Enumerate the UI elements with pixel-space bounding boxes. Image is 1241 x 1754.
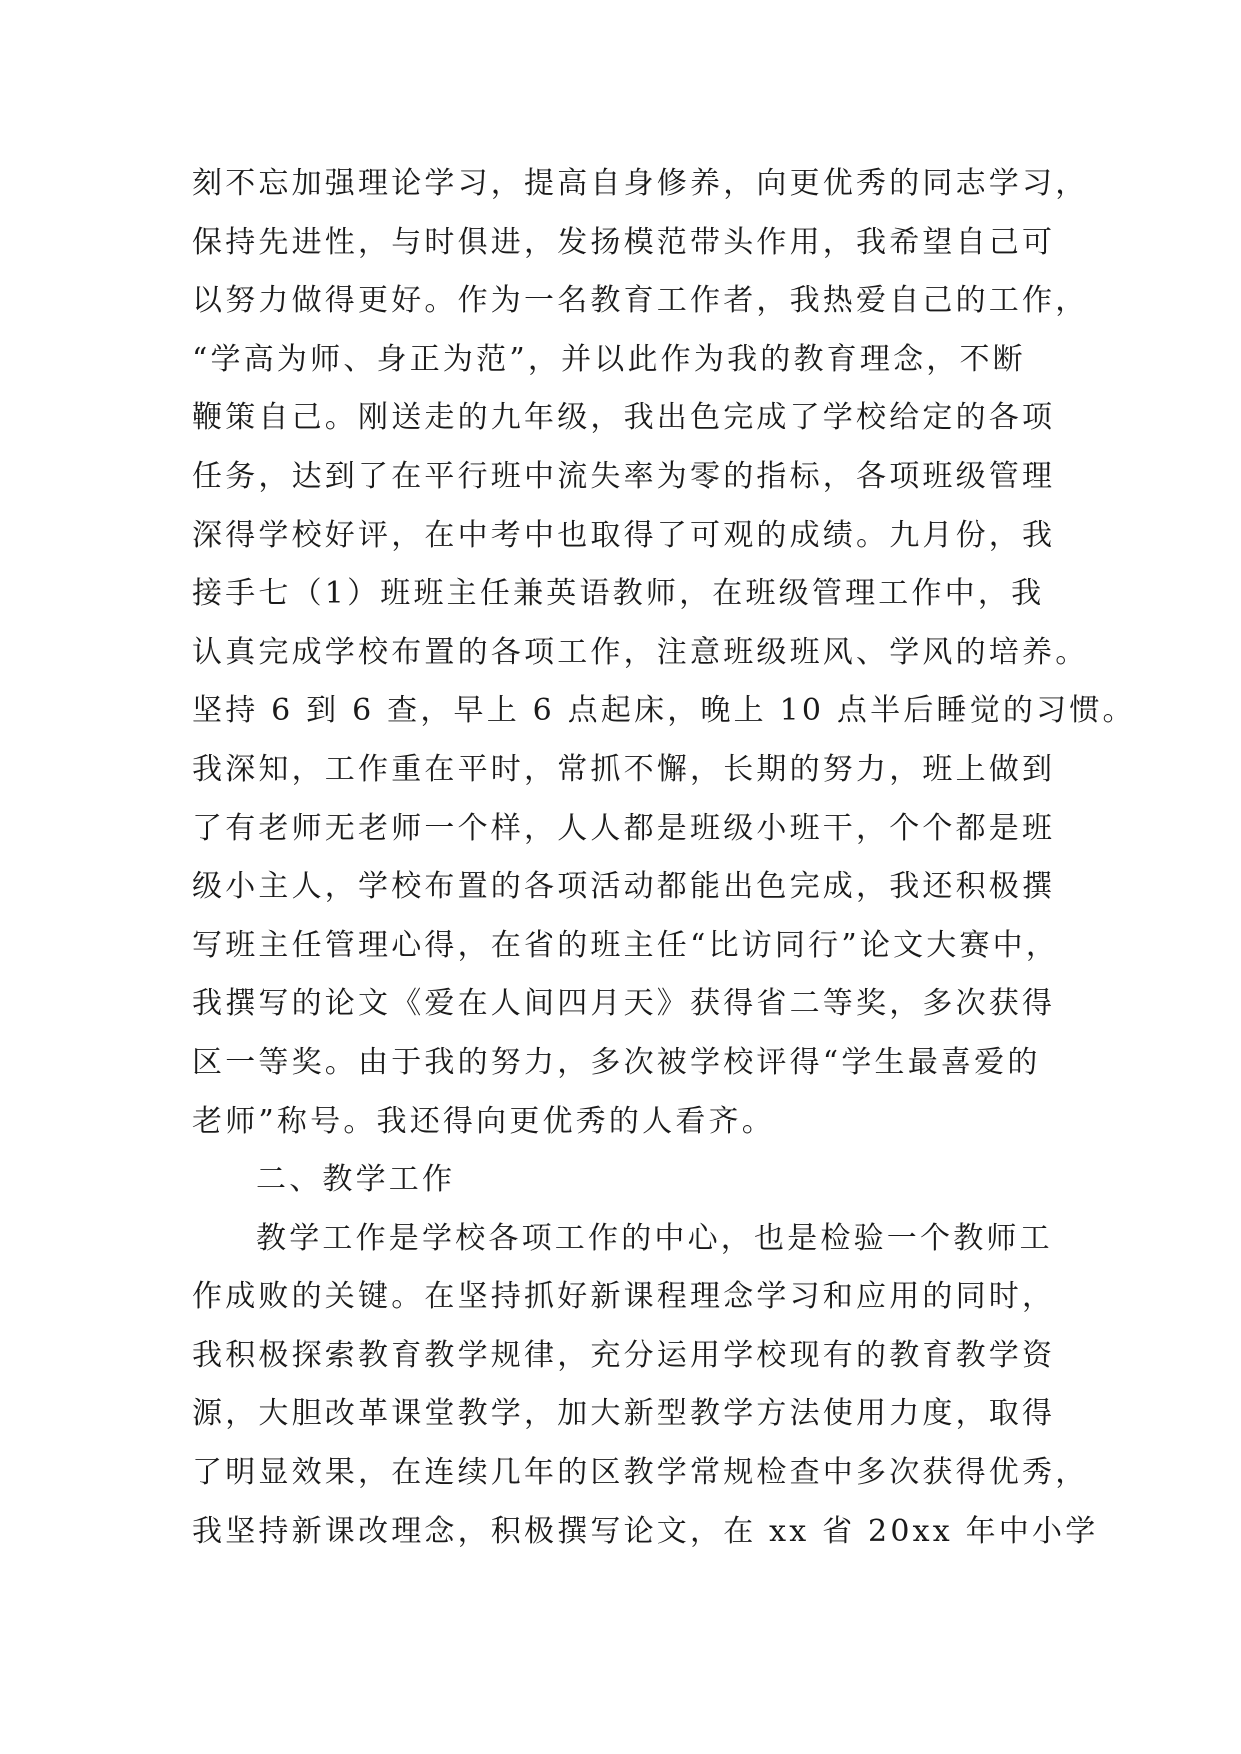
text-line: 区一等奖。由于我的努力，多次被学校评得“学生最喜爱的 xyxy=(192,1044,1041,1080)
text-line: 认真完成学校布置的各项工作，注意班级班风、学风的培养。 xyxy=(192,634,1089,670)
text-line: 级小主人，学校布置的各项活动都能出色完成，我还积极撰 xyxy=(192,869,1056,905)
text-line: 了有老师无老师一个样，人人都是班级小班干，个个都是班 xyxy=(192,810,1056,846)
text-line: 老师”称号。我还得向更优秀的人看齐。 xyxy=(192,1103,775,1139)
text-line: 了明显效果，在连续几年的区教学常规检查中多次获得优秀， xyxy=(192,1455,1089,1491)
text-line: 作成败的关键。在坚持抓好新课程理念学习和应用的同时， xyxy=(192,1279,1056,1315)
text-line: 我坚持新课改理念，积极撰写论文，在 xx 省 20xx 年中小学 xyxy=(192,1513,1099,1549)
text-line: 接手七（1）班班主任兼英语教师，在班级管理工作中，我 xyxy=(192,576,1045,612)
text-line: 源，大胆改革课堂教学，加大新型教学方法使用力度，取得 xyxy=(192,1396,1056,1432)
text-line: 我积极探索教育教学规律，充分运用学校现有的教育教学资 xyxy=(192,1337,1056,1373)
text-line: 以努力做得更好。作为一名教育工作者，我热爱自己的工作， xyxy=(192,283,1089,319)
text-line: 任务，达到了在平行班中流失率为零的指标，各项班级管理 xyxy=(192,458,1056,494)
body-text xyxy=(192,155,1136,1561)
section-heading: 二、教学工作 xyxy=(256,1162,456,1198)
text-line: 深得学校好评，在中考中也取得了可观的成绩。九月份，我 xyxy=(192,517,1056,553)
text-line: 保持先进性，与时俱进，发扬模范带头作用，我希望自己可 xyxy=(192,224,1056,260)
paragraph-first-line: 教学工作是学校各项工作的中心，也是检验一个教师工 xyxy=(256,1220,1053,1256)
text-line: 鞭策自己。刚送走的九年级，我出色完成了学校给定的各项 xyxy=(192,400,1056,436)
text-line: 坚持 6 到 6 查，早上 6 点起床，晚上 10 点半后睡觉的习惯。 xyxy=(192,693,1136,729)
text-line: 我撰写的论文《爱在人间四月天》获得省二等奖，多次获得 xyxy=(192,986,1056,1022)
text-line: 我深知，工作重在平时，常抓不懈，长期的努力，班上做到 xyxy=(192,751,1056,787)
text-line: “学高为师、身正为范”，并以此作为我的教育理念，不断 xyxy=(192,341,1026,377)
text-line: 刻不忘加强理论学习，提高自身修养，向更优秀的同志学习， xyxy=(192,166,1089,201)
text-line: 写班主任管理心得，在省的班主任“比访同行”论文大赛中， xyxy=(192,927,1060,963)
